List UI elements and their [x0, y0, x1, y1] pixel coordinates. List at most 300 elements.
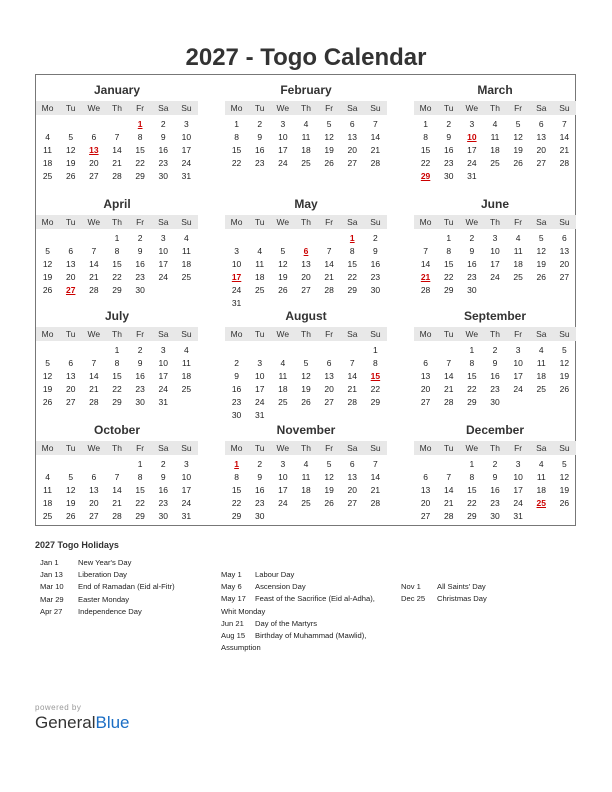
weekday-header — [414, 215, 576, 229]
day-cell: 3 — [280, 459, 286, 469]
holiday-row — [401, 581, 571, 593]
weekday-label: Fr — [514, 329, 523, 339]
day-cell: 15 — [467, 485, 477, 495]
holiday-day-cell: 6 — [303, 246, 309, 256]
empty-cell — [105, 458, 128, 471]
month-june — [414, 197, 576, 297]
month-name: July — [104, 309, 129, 323]
day-cell: 20 — [559, 259, 570, 269]
day-cell: 7 — [446, 472, 452, 482]
day-cell: 24 — [278, 158, 288, 168]
day-cell: 9 — [234, 371, 239, 381]
day-cell: 4 — [303, 459, 309, 469]
day-cell: 2 — [446, 119, 452, 129]
day-cell: 30 — [135, 285, 145, 295]
day-cell: 26 — [42, 397, 53, 407]
weekday-header — [225, 327, 387, 341]
day-cell: 28 — [370, 158, 381, 168]
day-cell: 5 — [68, 132, 74, 142]
holiday-row — [40, 594, 220, 606]
day-cell: 15 — [112, 371, 122, 381]
day-cell: 7 — [91, 358, 97, 368]
day-cell: 22 — [112, 384, 122, 394]
weekday-label: Mo — [41, 217, 54, 227]
day-cell: 30 — [158, 171, 168, 181]
day-cell: 27 — [536, 158, 546, 168]
day-cell: 14 — [420, 259, 431, 269]
day-cell: 1 — [234, 119, 239, 129]
holiday-name: Whit Monday — [221, 606, 266, 616]
day-grid — [36, 232, 198, 297]
day-cell: 25 — [301, 498, 311, 508]
day-cell: 6 — [562, 233, 567, 243]
day-cell: 29 — [135, 511, 145, 521]
day-cell: 17 — [490, 259, 500, 269]
month-name: November — [276, 423, 336, 437]
day-cell: 13 — [420, 485, 431, 495]
day-cell: 30 — [231, 410, 242, 420]
weekday-label: Su — [559, 103, 570, 113]
holiday-date: Jan 1 — [40, 558, 59, 567]
day-cell: 5 — [562, 459, 567, 469]
day-cell: 7 — [446, 358, 452, 368]
day-cell: 24 — [513, 498, 523, 508]
day-cell: 12 — [42, 371, 53, 381]
day-cell: 22 — [135, 158, 145, 168]
month-name: September — [463, 309, 527, 323]
weekday-label: Fr — [325, 217, 334, 227]
day-cell: 29 — [231, 511, 242, 521]
day-cell: 19 — [301, 384, 311, 394]
day-cell: 22 — [420, 158, 431, 168]
empty-cell — [59, 344, 82, 357]
day-cell: 28 — [112, 511, 122, 521]
day-cell: 15 — [443, 259, 454, 269]
holiday-name: All Saints' Day — [437, 582, 486, 591]
day-cell: 2 — [373, 233, 378, 243]
day-cell: 14 — [443, 485, 454, 495]
day-cell: 31 — [181, 511, 192, 521]
empty-cell — [36, 232, 59, 245]
month-december — [414, 423, 576, 523]
empty-cell — [82, 458, 105, 471]
day-cell: 20 — [89, 498, 99, 508]
day-cell: 30 — [158, 511, 168, 521]
day-cell: 14 — [370, 132, 381, 142]
day-cell: 14 — [89, 259, 99, 269]
day-cell: 8 — [469, 472, 475, 482]
day-cell: 23 — [490, 384, 500, 394]
day-cell: 27 — [347, 158, 357, 168]
day-cell: 26 — [42, 285, 53, 295]
day-cell: 9 — [373, 246, 378, 256]
weekday-label: Sa — [158, 329, 169, 339]
day-cell: 4 — [257, 246, 263, 256]
weekday-label: Tu — [443, 329, 454, 339]
day-cell: 26 — [278, 285, 288, 295]
day-cell: 1 — [423, 119, 428, 129]
holiday-date: Mar 29 — [40, 594, 64, 604]
day-cell: 13 — [559, 246, 570, 256]
month-name: January — [93, 83, 141, 97]
day-cell: 19 — [42, 272, 53, 282]
day-cell: 15 — [231, 485, 242, 495]
day-cell: 9 — [137, 358, 143, 368]
day-cell: 12 — [278, 259, 288, 269]
day-cell: 11 — [255, 259, 265, 269]
weekday-label: Sa — [347, 217, 358, 227]
day-cell: 14 — [324, 259, 334, 269]
holiday-row — [221, 581, 401, 593]
empty-cell — [36, 118, 59, 131]
day-cell: 23 — [158, 158, 168, 168]
day-cell: 14 — [370, 472, 381, 482]
weekday-label: Th — [301, 443, 311, 453]
weekday-header — [225, 441, 387, 455]
weekday-label: Th — [112, 217, 122, 227]
day-cell: 27 — [301, 285, 311, 295]
day-cell: 18 — [42, 498, 53, 508]
day-cell: 30 — [490, 397, 500, 407]
day-cell: 15 — [467, 371, 477, 381]
day-cell: 4 — [492, 119, 498, 129]
day-cell: 10 — [158, 246, 168, 256]
day-cell: 27 — [65, 397, 76, 407]
day-cell: 20 — [301, 272, 311, 282]
day-cell: 7 — [373, 459, 378, 469]
holiday-day-cell: 10 — [467, 132, 477, 142]
day-cell: 16 — [370, 259, 381, 269]
day-cell: 16 — [158, 145, 168, 155]
holiday-date: Dec 25 — [401, 594, 426, 604]
day-grid — [225, 344, 387, 422]
day-cell: 8 — [373, 358, 378, 368]
day-cell: 6 — [91, 132, 97, 142]
day-cell: 26 — [301, 397, 311, 407]
day-cell: 27 — [324, 397, 334, 407]
day-cell: 9 — [446, 132, 452, 142]
day-cell: 1 — [373, 345, 378, 355]
day-cell: 31 — [158, 397, 168, 407]
day-cell: 21 — [370, 145, 381, 155]
weekday-header — [36, 441, 198, 455]
day-cell: 1 — [114, 345, 120, 355]
weekday-label: Tu — [65, 103, 76, 113]
holiday-date: Nov 1 — [401, 582, 421, 591]
day-cell: 17 — [467, 145, 477, 155]
day-cell: 24 — [158, 384, 168, 394]
day-cell: 13 — [420, 371, 431, 381]
day-cell: 12 — [559, 358, 570, 368]
weekday-label: Su — [370, 443, 381, 453]
day-cell: 19 — [65, 498, 76, 508]
day-cell: 9 — [160, 472, 166, 482]
day-cell: 24 — [181, 498, 192, 508]
day-cell: 12 — [513, 132, 523, 142]
day-cell: 12 — [324, 472, 334, 482]
weekday-label: Sa — [158, 443, 169, 453]
holiday-list-1 — [40, 557, 220, 618]
day-cell: 4 — [184, 233, 189, 243]
day-cell: 18 — [301, 145, 311, 155]
day-grid — [414, 232, 576, 297]
day-cell: 17 — [513, 371, 523, 381]
logo-blue: Blue — [95, 713, 130, 732]
holiday-list-2 — [221, 569, 401, 654]
day-cell: 20 — [420, 384, 431, 394]
holiday-day-cell: 27 — [65, 285, 76, 295]
month-name: May — [294, 197, 318, 211]
day-cell: 8 — [114, 358, 120, 368]
month-february — [225, 83, 387, 170]
holiday-name: End of Ramadan (Eid al-Fitr) — [78, 582, 175, 592]
day-cell: 28 — [370, 498, 381, 508]
day-cell: 13 — [89, 485, 99, 495]
day-cell: 28 — [89, 397, 99, 407]
day-cell: 3 — [515, 345, 521, 355]
holiday-date: Apr 27 — [40, 606, 63, 616]
day-cell: 5 — [45, 246, 50, 256]
weekday-label: Su — [559, 329, 570, 339]
weekday-label: We — [87, 217, 101, 227]
day-cell: 18 — [536, 485, 546, 495]
day-cell: 10 — [254, 371, 265, 381]
weekday-label: Th — [490, 443, 500, 453]
empty-cell — [82, 118, 105, 131]
day-cell: 19 — [278, 272, 288, 282]
day-cell: 30 — [443, 171, 454, 181]
day-cell: 9 — [257, 472, 263, 482]
day-cell: 3 — [280, 119, 286, 129]
day-cell: 6 — [91, 472, 97, 482]
day-grid — [414, 344, 576, 409]
weekday-label: Sa — [347, 103, 358, 113]
day-cell: 18 — [42, 158, 53, 168]
weekday-label: Sa — [536, 103, 547, 113]
day-cell: 17 — [181, 145, 192, 155]
weekday-label: Sa — [158, 103, 169, 113]
day-cell: 26 — [536, 272, 546, 282]
day-cell: 12 — [559, 472, 570, 482]
empty-cell — [59, 458, 82, 471]
empty-cell — [59, 118, 82, 131]
day-cell: 19 — [559, 371, 570, 381]
day-cell: 8 — [423, 132, 428, 142]
holiday-date: May 17 — [221, 594, 246, 604]
day-cell: 31 — [181, 171, 192, 181]
day-cell: 25 — [181, 272, 192, 282]
month-name: February — [280, 83, 332, 97]
day-cell: 9 — [492, 358, 498, 368]
weekday-label: We — [87, 103, 101, 113]
holiday-name: Ascension Day — [255, 582, 306, 592]
day-cell: 14 — [347, 371, 357, 381]
weekday-label: Th — [112, 443, 122, 453]
day-cell: 22 — [231, 498, 242, 508]
day-cell: 20 — [65, 272, 76, 282]
day-cell: 18 — [254, 272, 265, 282]
day-cell: 23 — [254, 498, 265, 508]
day-cell: 22 — [443, 272, 454, 282]
day-cell: 9 — [257, 132, 263, 142]
day-cell: 12 — [301, 371, 311, 381]
weekday-label: Su — [181, 443, 192, 453]
holiday-name: Labour Day — [255, 570, 295, 579]
day-cell: 5 — [515, 119, 521, 129]
day-cell: 16 — [467, 259, 477, 269]
weekday-label: Mo — [230, 329, 243, 339]
day-cell: 27 — [89, 511, 99, 521]
weekday-label: Mo — [419, 443, 432, 453]
day-cell: 3 — [234, 246, 239, 256]
day-cell: 11 — [182, 246, 191, 256]
day-cell: 27 — [89, 171, 99, 181]
weekday-label: Tu — [443, 103, 454, 113]
empty-cell — [318, 344, 341, 357]
empty-cell — [414, 344, 437, 357]
day-cell: 5 — [280, 246, 286, 256]
day-cell: 20 — [420, 498, 431, 508]
day-cell: 10 — [181, 472, 192, 482]
day-cell: 4 — [303, 119, 309, 129]
empty-cell — [294, 344, 317, 357]
empty-cell — [82, 232, 105, 245]
day-cell: 3 — [184, 459, 189, 469]
day-cell: 8 — [137, 132, 143, 142]
day-cell: 29 — [347, 285, 357, 295]
day-cell: 4 — [45, 472, 50, 482]
day-cell: 27 — [347, 498, 357, 508]
logo-general: General — [35, 713, 96, 732]
day-cell: 29 — [443, 285, 454, 295]
weekday-label: We — [276, 329, 290, 339]
day-cell: 6 — [349, 459, 355, 469]
day-cell: 25 — [513, 272, 523, 282]
empty-cell — [414, 232, 437, 245]
month-name: June — [480, 197, 509, 211]
day-grid — [225, 118, 387, 170]
day-cell: 31 — [467, 171, 477, 181]
day-cell: 13 — [65, 259, 76, 269]
weekday-label: We — [465, 217, 479, 227]
day-cell: 29 — [370, 397, 381, 407]
month-november — [225, 423, 387, 523]
weekday-label: Mo — [230, 103, 243, 113]
day-cell: 24 — [490, 272, 500, 282]
weekday-header — [414, 101, 576, 115]
day-cell: 16 — [135, 259, 145, 269]
weekday-label: Mo — [419, 103, 432, 113]
day-cell: 7 — [326, 246, 332, 256]
holiday-day-cell: 29 — [420, 171, 431, 181]
empty-cell — [248, 232, 271, 245]
day-cell: 29 — [112, 397, 122, 407]
holiday-date: Mar 10 — [40, 582, 64, 592]
day-cell: 21 — [443, 498, 454, 508]
weekday-label: We — [87, 443, 101, 453]
empty-cell — [414, 458, 437, 471]
day-grid — [36, 118, 198, 183]
month-may — [225, 197, 387, 310]
weekday-label: Tu — [65, 443, 76, 453]
weekday-label: Su — [559, 217, 570, 227]
weekday-label: We — [87, 329, 101, 339]
weekday-label: Fr — [325, 443, 334, 453]
day-grid — [225, 458, 387, 523]
holiday-day-cell: 1 — [234, 459, 239, 469]
weekday-label: We — [465, 329, 479, 339]
holiday-day-cell: 17 — [231, 272, 242, 282]
calendar-grid — [35, 74, 576, 526]
holiday-row — [40, 569, 220, 581]
day-cell: 15 — [420, 145, 431, 155]
holiday-row — [221, 593, 401, 605]
day-cell: 27 — [559, 272, 570, 282]
day-cell: 8 — [137, 472, 143, 482]
weekday-label: Su — [181, 217, 192, 227]
month-august — [225, 309, 387, 422]
day-cell: 30 — [370, 285, 381, 295]
day-cell: 28 — [347, 397, 357, 407]
day-cell: 2 — [257, 459, 263, 469]
day-cell: 8 — [446, 246, 452, 256]
empty-cell — [36, 458, 59, 471]
day-cell: 9 — [160, 132, 166, 142]
holiday-date: May 1 — [221, 570, 242, 579]
day-cell: 29 — [467, 397, 477, 407]
day-cell: 18 — [181, 371, 192, 381]
day-cell: 16 — [254, 485, 265, 495]
day-cell: 12 — [324, 132, 334, 142]
weekday-label: Sa — [347, 443, 358, 453]
day-cell: 16 — [490, 371, 500, 381]
holiday-row — [40, 581, 220, 593]
day-cell: 25 — [181, 384, 192, 394]
day-cell: 11 — [43, 145, 52, 155]
month-name: March — [477, 83, 513, 97]
empty-cell — [341, 344, 364, 357]
month-name: August — [285, 309, 327, 323]
day-cell: 6 — [68, 358, 74, 368]
day-cell: 14 — [559, 132, 570, 142]
day-cell: 25 — [254, 285, 265, 295]
day-cell: 10 — [158, 358, 168, 368]
weekday-label: Fr — [136, 329, 145, 339]
empty-cell — [82, 344, 105, 357]
day-cell: 26 — [324, 158, 334, 168]
holiday-row — [40, 606, 220, 618]
day-cell: 2 — [160, 119, 166, 129]
day-cell: 13 — [324, 371, 334, 381]
holiday-row — [221, 642, 401, 654]
weekday-label: Su — [559, 443, 570, 453]
day-cell: 3 — [160, 345, 166, 355]
day-cell: 5 — [562, 345, 567, 355]
day-cell: 21 — [89, 272, 99, 282]
empty-cell — [59, 232, 82, 245]
day-cell: 30 — [254, 511, 265, 521]
day-cell: 10 — [278, 472, 288, 482]
day-cell: 1 — [114, 233, 120, 243]
month-september — [414, 309, 576, 409]
day-cell: 28 — [559, 158, 570, 168]
day-cell: 6 — [423, 472, 428, 482]
weekday-label: Fr — [136, 103, 145, 113]
weekday-label: Mo — [419, 217, 432, 227]
day-cell: 10 — [490, 246, 500, 256]
day-cell: 4 — [184, 345, 189, 355]
day-cell: 1 — [446, 233, 452, 243]
